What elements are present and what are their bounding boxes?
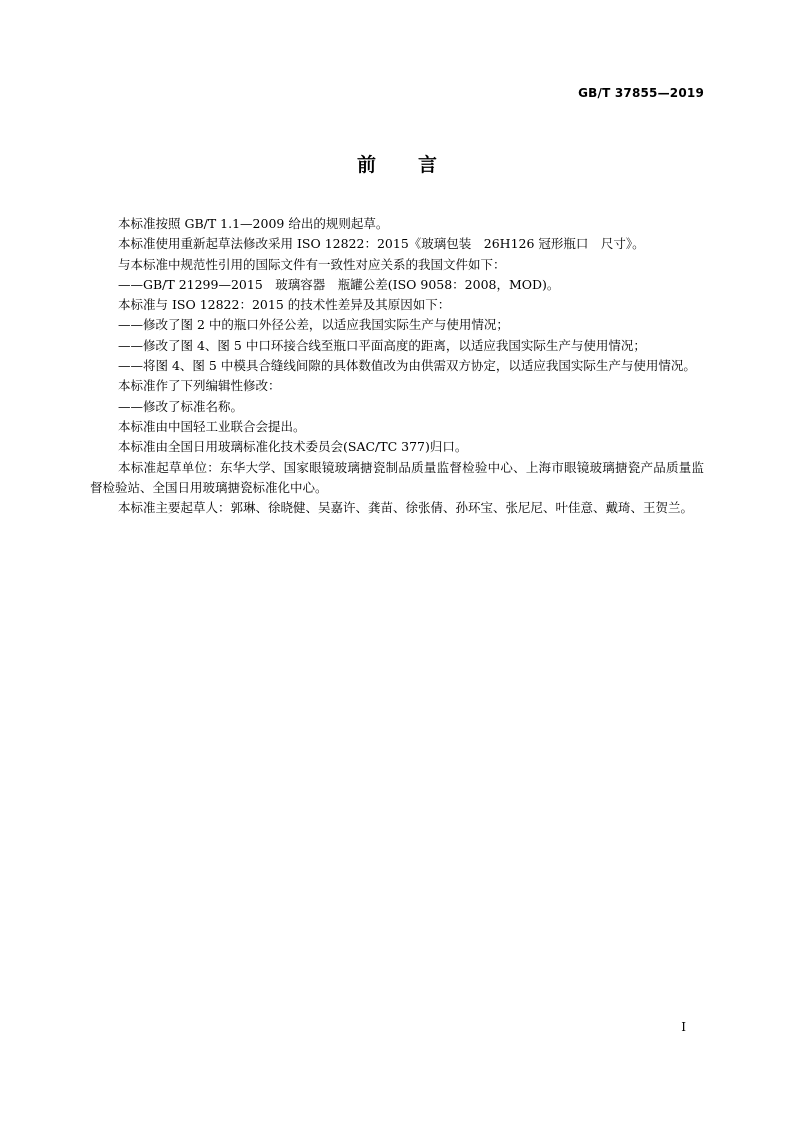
paragraph: 与本标准中规范性引用的国际文件有一致性对应关系的我国文件如下： bbox=[118, 256, 506, 272]
paragraph: 本标准由中国轻工业联合会提出。 bbox=[118, 418, 306, 434]
list-item: ——GB/T 21299—2015 玻璃容器 瓶罐公差(ISO 9058：2008，MOD)。 bbox=[118, 276, 560, 292]
paragraph: 本标准由全国日用玻璃标准化技术委员会(SAC/TC 377)归口。 bbox=[118, 439, 468, 455]
foreword-body bbox=[90, 214, 704, 518]
paragraph: 本标准与 ISO 12822：2015 的技术性差异及其原因如下： bbox=[118, 297, 451, 313]
paragraph: 本标准作了下列编辑性修改： bbox=[118, 378, 281, 394]
list-item: ——修改了图 2 中的瓶口外径公差，以适应我国实际生产与使用情况； bbox=[118, 317, 509, 333]
paragraph: 本标准使用重新起草法修改采用 ISO 12822：2015《玻璃包装 26H126 冠形瓶口 尺寸》。 bbox=[118, 236, 645, 252]
page-title: 前言 bbox=[356, 154, 479, 176]
paragraph: 本标准按照 GB/T 1.1—2009 给出的规则起草。 bbox=[118, 216, 389, 231]
paragraph: 本标准主要起草人：郭琳、徐晓健、吴嘉许、龚苗、徐张倩、孙环宝、张尼尼、叶佳意、戴琦、王贺兰。 bbox=[118, 500, 694, 516]
paragraph: 本标准起草单位：东华大学、国家眼镜玻璃搪瓷制品质量监督检验中心、上海市眼镜玻璃搪瓷产品质量监督检验站、全国日用玻璃搪瓷标准化中心。 bbox=[90, 459, 704, 495]
list-item: ——修改了标准名称。 bbox=[118, 398, 244, 414]
standard-code: GB/T 37855—2019 bbox=[578, 86, 704, 100]
page-number: I bbox=[681, 1020, 686, 1034]
list-item: ——修改了图 4、图 5 中口环接合线至瓶口平面高度的距离，以适应我国实际生产与使用情况； bbox=[118, 337, 646, 353]
list-item: ——将图 4、图 5 中模具合缝线间隙的具体数值改为由供需双方协定，以适应我国实际生产与使用情况。 bbox=[118, 358, 696, 374]
